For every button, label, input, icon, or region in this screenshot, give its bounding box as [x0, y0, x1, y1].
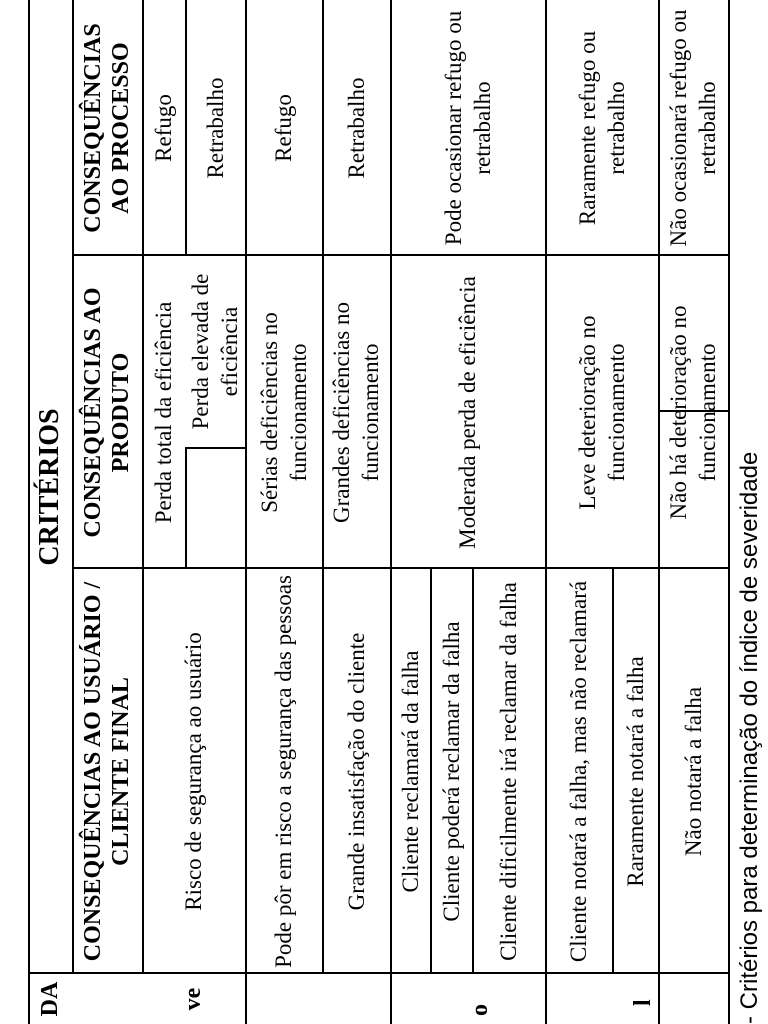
row6-user: Não notará a falha: [680, 686, 706, 857]
row4-user-c: Cliente dificilmente irá reclamar da falha: [496, 582, 521, 961]
col-product-header: CONSEQUÊNCIAS AO PRODUTO: [80, 287, 134, 538]
header-left-cut: DA: [37, 981, 63, 1017]
row1-left-cut: ve: [180, 987, 206, 1011]
row1-user: Risco de segurança ao usuário: [181, 632, 206, 911]
row3-product: Grandes deficiências no funcionamento: [329, 302, 383, 523]
table-bottom-border: [728, 0, 730, 1024]
row4-user-a: Cliente reclamará da falha: [397, 650, 423, 893]
row6-process: Não ocasionará refugo ou retrabalho: [666, 9, 720, 247]
row1-process-a: Refugo: [151, 94, 176, 162]
row3-user: Grande insatisfação do cliente: [343, 632, 369, 911]
col-process-header: CONSEQUÊNCIAS AO PROCESSO: [80, 23, 134, 233]
row2-process: Refugo: [271, 94, 296, 162]
product-sub-divider-a: [185, 449, 187, 569]
col-user-header: CONSEQUÊNCIAS AO USUÁRIO / CLIENTE FINAL: [80, 581, 134, 962]
row1-product-a: Perda total da eficiência: [151, 301, 176, 524]
row1-process-b: Retrabalho: [202, 77, 228, 179]
figure-caption: - Critérios para determinação do índice de severidade: [736, 451, 763, 1024]
row2-user: Pode pôr em risco a segurança das pessoas: [271, 575, 296, 968]
row1-product-b: Perda elevada de eficiência: [188, 273, 242, 430]
criteria-title: CRITÉRIOS: [34, 408, 65, 566]
row4-user-b: Cliente poderá reclamar da falha: [438, 621, 464, 922]
row4-product: Moderada perda de eficiência: [455, 276, 480, 549]
row5-left-cut: l: [630, 999, 656, 1006]
row4-left-cut: o: [467, 1004, 493, 1016]
row5-process: Raramente refugo ou retrabalho: [574, 30, 629, 226]
row3-process: Retrabalho: [343, 77, 369, 179]
row5-product: Leve deterioração no funcionamento: [574, 315, 629, 510]
product-sub-divider-b: [185, 447, 245, 449]
row4-process: Pode ocasionar refugo ou retrabalho: [440, 10, 495, 246]
row5-user-a: Cliente notará a falha, mas não reclamará: [566, 580, 591, 963]
row2-product: Sérias deficiências no funcionamento: [256, 312, 311, 513]
row5-user-b: Raramente notará a falha: [622, 656, 648, 887]
row6-product: Não há deterioração no funcionamento: [666, 305, 720, 520]
